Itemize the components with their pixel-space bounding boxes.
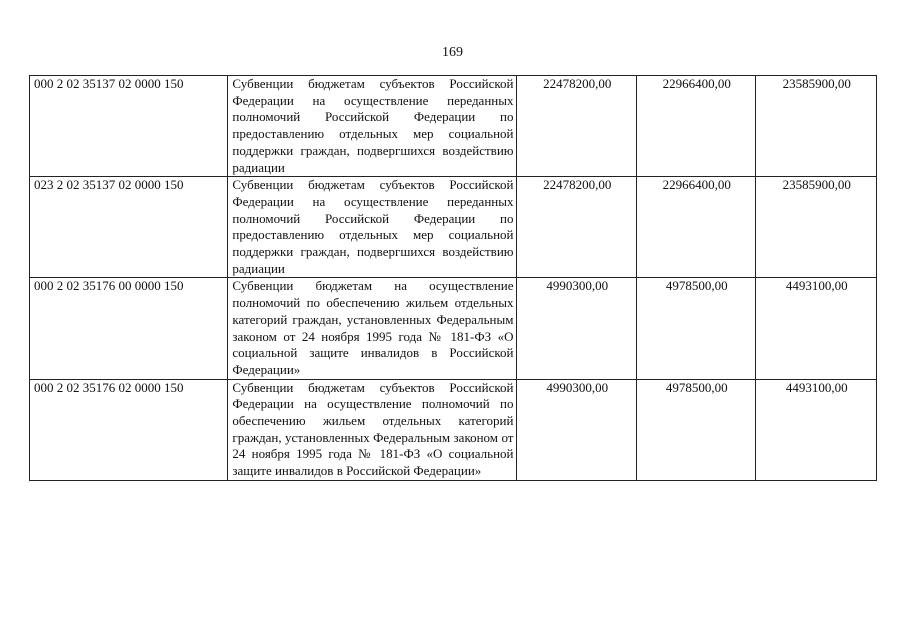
amount-year2-cell: 22966400,00 — [636, 76, 755, 177]
amount-year2-cell: 22966400,00 — [636, 177, 755, 278]
table-row — [30, 177, 877, 278]
description-cell: Субвенции бюджетам субъектов Российской Федерации на осуществление переданных полномочий Российской Федерации по предоставлению отдельных мер социальной поддержки граждан, подвергшихся воздействию радиации — [228, 177, 517, 278]
amount-year1-cell: 22478200,00 — [517, 76, 636, 177]
amount-year1-cell: 22478200,00 — [517, 177, 636, 278]
budget-code-cell: 000 2 02 35176 02 0000 150 — [30, 379, 228, 480]
amount-year2-cell: 4978500,00 — [636, 278, 755, 379]
description-cell: Субвенции бюджетам субъектов Российской Федерации на осуществление переданных полномочий Российской Федерации по предоставлению отдельных мер социальной поддержки граждан, подвергшихся воздействию радиации — [228, 76, 517, 177]
amount-year3-cell: 4493100,00 — [756, 379, 877, 480]
description-cell: Субвенции бюджетам на осуществление полномочий по обеспечению жильем отдельных категорий граждан, установленных Федеральным законом от 24 ноября 1995 года № 181-ФЗ «О социальной защите инвалидов в Российской Федерации» — [228, 278, 517, 379]
amount-year1-cell: 4990300,00 — [517, 278, 636, 379]
amount-year3-cell: 23585900,00 — [756, 177, 877, 278]
budget-code-cell: 023 2 02 35137 02 0000 150 — [30, 177, 228, 278]
table-row — [30, 278, 877, 379]
amount-year1-cell: 4990300,00 — [517, 379, 636, 480]
budget-table — [29, 75, 877, 481]
budget-code-cell: 000 2 02 35137 02 0000 150 — [30, 76, 228, 177]
amount-year3-cell: 23585900,00 — [756, 76, 877, 177]
amount-year2-cell: 4978500,00 — [636, 379, 755, 480]
amount-year3-cell: 4493100,00 — [756, 278, 877, 379]
budget-code-cell: 000 2 02 35176 00 0000 150 — [30, 278, 228, 379]
page-number: 169 — [442, 45, 463, 60]
table-row — [30, 76, 877, 177]
table-row — [30, 379, 877, 480]
description-cell: Субвенции бюджетам субъектов Российской Федерации на осуществление полномочий по обеспечению жильем отдельных категорий граждан, установленных Федеральным законом от 24 ноября 1995 года № 181-ФЗ «О социальной защите инвалидов в Российской Федерации» — [228, 379, 517, 480]
